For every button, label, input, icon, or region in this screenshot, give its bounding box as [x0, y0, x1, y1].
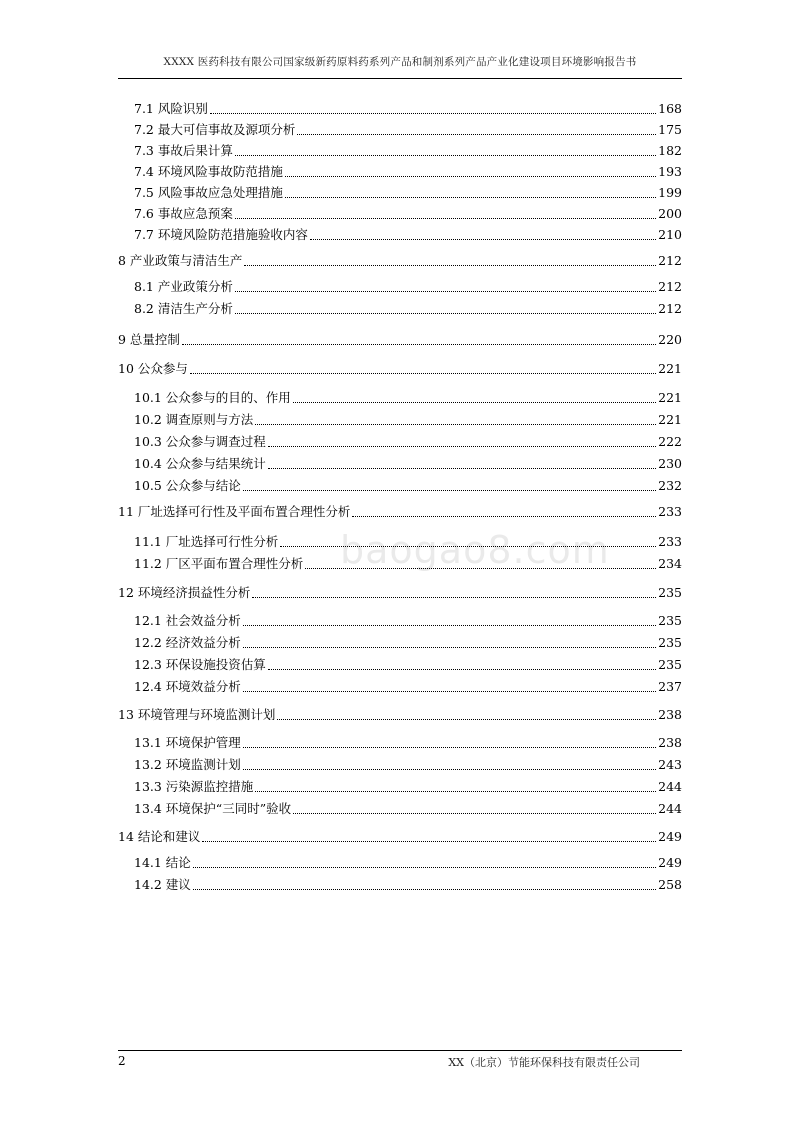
- toc-entry[interactable]: [134, 160, 682, 180]
- toc-entry[interactable]: [134, 753, 682, 773]
- toc-entry-label: 13.2 环境监测计划: [134, 757, 241, 772]
- toc-entry-label: 9 总量控制: [118, 332, 180, 347]
- toc-entry-label: 14.2 建议: [134, 877, 191, 892]
- toc-entry-page: 182: [658, 143, 682, 158]
- toc-entry-label: 12.1 社会效益分析: [134, 613, 241, 628]
- header-rule: [118, 78, 682, 79]
- watermark: baogao8.com: [340, 528, 610, 572]
- toc-leader-dots: [293, 813, 656, 814]
- toc-entry-label: 7.3 事故后果计算: [134, 143, 233, 158]
- toc-entry-label: 13 环境管理与环境监测计划: [118, 707, 276, 722]
- toc-entry-page: 249: [658, 829, 682, 844]
- toc-entry[interactable]: [134, 731, 682, 751]
- toc-leader-dots: [277, 719, 656, 720]
- toc-entry-label: 10.4 公众参与结果统计: [134, 456, 266, 471]
- toc-entry-page: 249: [658, 855, 682, 870]
- toc-leader-dots: [243, 769, 656, 770]
- toc-entry-page: 212: [658, 253, 682, 268]
- toc-leader-dots: [210, 113, 656, 114]
- toc-entry[interactable]: [134, 408, 682, 428]
- toc-entry-page: 221: [658, 390, 682, 405]
- toc-entry-label: 13.1 环境保护管理: [134, 735, 241, 750]
- toc-entry-page: 235: [658, 635, 682, 650]
- toc-entry[interactable]: [134, 275, 682, 295]
- toc-entry-page: 237: [658, 679, 682, 694]
- toc-entry-label: 10.1 公众参与的目的、作用: [134, 390, 291, 405]
- footer-page-number: 2: [118, 1054, 126, 1068]
- toc-entry-page: 222: [658, 434, 682, 449]
- toc-entry-page: 232: [658, 478, 682, 493]
- toc-entry-page: 233: [658, 534, 682, 549]
- toc-leader-dots: [297, 134, 656, 135]
- toc-entry-label: 8 产业政策与清洁生产: [118, 253, 243, 268]
- toc-leader-dots: [182, 344, 656, 345]
- toc-entry-page: 233: [658, 504, 682, 519]
- toc-entry[interactable]: [134, 552, 682, 572]
- toc-leader-dots: [190, 373, 656, 374]
- toc-entry[interactable]: [134, 202, 682, 222]
- toc-leader-dots: [268, 669, 656, 670]
- toc-leader-dots: [252, 597, 656, 598]
- toc-leader-dots: [202, 841, 656, 842]
- toc-leader-dots: [243, 490, 656, 491]
- toc-entry[interactable]: [134, 775, 682, 795]
- toc-entry-label: 12.4 环境效益分析: [134, 679, 241, 694]
- toc-entry-label: 13.4 环境保护“三同时”验收: [134, 801, 292, 816]
- toc-entry[interactable]: [118, 825, 682, 845]
- toc-entry[interactable]: [118, 249, 682, 269]
- toc-entry-page: 212: [658, 301, 682, 316]
- toc-leader-dots: [293, 402, 656, 403]
- toc-entry-label: 8.1 产业政策分析: [134, 279, 233, 294]
- toc-leader-dots: [285, 176, 656, 177]
- toc-entry[interactable]: [134, 181, 682, 201]
- toc-leader-dots: [243, 691, 656, 692]
- toc-leader-dots: [310, 239, 656, 240]
- toc-entry[interactable]: [134, 675, 682, 695]
- toc-entry-label: 11.1 厂址选择可行性分析: [134, 534, 279, 549]
- toc-entry-label: 7.5 风险事故应急处理措施: [134, 185, 283, 200]
- toc-entry-label: 14 结论和建议: [118, 829, 201, 844]
- toc-leader-dots: [352, 516, 656, 517]
- toc-entry[interactable]: [134, 797, 682, 817]
- toc-entry-label: 7.4 环境风险事故防范措施: [134, 164, 283, 179]
- toc-entry-page: 235: [658, 585, 682, 600]
- toc-entry-label: 11.2 厂区平面布置合理性分析: [134, 556, 304, 571]
- toc-entry[interactable]: [134, 653, 682, 673]
- toc-entry[interactable]: [134, 386, 682, 406]
- toc-entry-page: 235: [658, 657, 682, 672]
- toc-entry-page: 244: [658, 801, 682, 816]
- toc-leader-dots: [243, 625, 656, 626]
- toc-leader-dots: [305, 568, 656, 569]
- toc-entry-label: 7.1 风险识别: [134, 101, 208, 116]
- toc-leader-dots: [193, 889, 656, 890]
- toc-leader-dots: [280, 546, 656, 547]
- toc-entry-page: 234: [658, 556, 682, 571]
- toc-entry-page: 235: [658, 613, 682, 628]
- toc-leader-dots: [255, 791, 656, 792]
- toc-entry-page: 199: [658, 185, 682, 200]
- toc-entry-page: 175: [658, 122, 682, 137]
- toc-leader-dots: [243, 647, 656, 648]
- toc-leader-dots: [268, 468, 656, 469]
- footer-company: XX（北京）节能环保科技有限责任公司: [448, 1056, 640, 1069]
- toc-entry-label: 7.7 环境风险防范措施验收内容: [134, 227, 308, 242]
- toc-entry-page: 230: [658, 456, 682, 471]
- toc-entry-label: 13.3 污染源监控措施: [134, 779, 254, 794]
- toc-entry-page: 258: [658, 877, 682, 892]
- toc-entry-page: 221: [658, 412, 682, 427]
- toc-entry[interactable]: [118, 500, 682, 520]
- toc-entry[interactable]: [134, 530, 682, 550]
- toc-entry-label: 8.2 清洁生产分析: [134, 301, 233, 316]
- toc-entry[interactable]: [118, 328, 682, 348]
- toc-entry[interactable]: [134, 609, 682, 629]
- toc-entry-page: 238: [658, 707, 682, 722]
- toc-entry-label: 12.2 经济效益分析: [134, 635, 241, 650]
- toc-entry-label: 14.1 结论: [134, 855, 191, 870]
- toc-leader-dots: [285, 197, 656, 198]
- toc-entry-label: 7.6 事故应急预案: [134, 206, 233, 221]
- toc-entry-page: 221: [658, 361, 682, 376]
- toc-entry[interactable]: [118, 703, 682, 723]
- toc-leader-dots: [255, 424, 656, 425]
- toc-entry-page: 220: [658, 332, 682, 347]
- toc-entry[interactable]: [134, 223, 682, 243]
- toc-leader-dots: [235, 313, 656, 314]
- toc-leader-dots: [268, 446, 656, 447]
- toc-entry[interactable]: [134, 97, 682, 117]
- toc-entry-page: 243: [658, 757, 682, 772]
- toc-entry-label: 12 环境经济损益性分析: [118, 585, 251, 600]
- toc-entry[interactable]: [118, 581, 682, 601]
- toc-entry-page: 244: [658, 779, 682, 794]
- toc-entry[interactable]: [134, 873, 682, 893]
- toc-entry-label: 11 厂址选择可行性及平面布置合理性分析: [118, 504, 351, 519]
- toc-leader-dots: [235, 291, 656, 292]
- toc-leader-dots: [235, 155, 656, 156]
- toc-leader-dots: [193, 867, 656, 868]
- toc-entry[interactable]: [134, 631, 682, 651]
- toc-entry-label: 10 公众参与: [118, 361, 188, 376]
- toc-entry-page: 193: [658, 164, 682, 179]
- toc-entry[interactable]: [134, 851, 682, 871]
- toc-entry-label: 10.5 公众参与结论: [134, 478, 241, 493]
- toc-entry-page: 168: [658, 101, 682, 116]
- toc-entry[interactable]: [134, 139, 682, 159]
- toc-entry[interactable]: [134, 474, 682, 494]
- toc-entry[interactable]: [118, 357, 682, 377]
- toc-entry-page: 210: [658, 227, 682, 242]
- toc-entry-page: 200: [658, 206, 682, 221]
- toc-entry[interactable]: [134, 118, 682, 138]
- toc-leader-dots: [235, 218, 656, 219]
- footer-rule: [118, 1050, 682, 1051]
- toc-entry-label: 10.3 公众参与调查过程: [134, 434, 266, 449]
- toc-entry[interactable]: [134, 297, 682, 317]
- toc-entry-page: 238: [658, 735, 682, 750]
- toc-leader-dots: [243, 747, 656, 748]
- toc-entry-label: 7.2 最大可信事故及源项分析: [134, 122, 296, 137]
- page-header-title: XXXX 医药科技有限公司国家级新药原料药系列产品和制剂系列产品产业化建设项目环境影响报告书: [163, 56, 637, 68]
- toc-entry[interactable]: [134, 452, 682, 472]
- toc-leader-dots: [244, 265, 656, 266]
- toc-entry-label: 10.2 调查原则与方法: [134, 412, 254, 427]
- toc-entry-page: 212: [658, 279, 682, 294]
- toc-entry[interactable]: [134, 430, 682, 450]
- toc-entry-label: 12.3 环保设施投资估算: [134, 657, 266, 672]
